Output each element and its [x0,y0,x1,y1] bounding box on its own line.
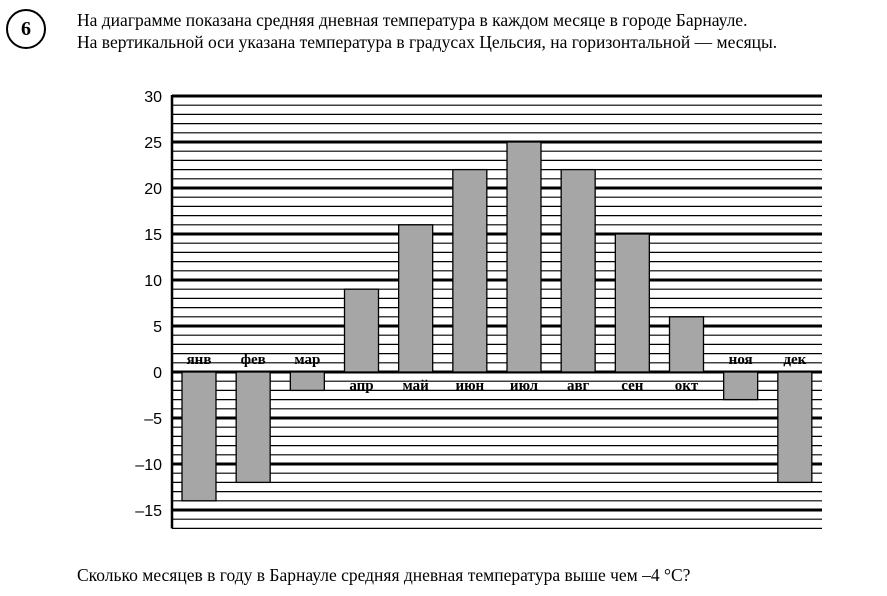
month-label: мар [294,352,321,368]
month-label: июн [455,378,485,394]
y-tick-label: –10 [135,457,162,474]
y-tick-label: 5 [153,319,162,336]
month-label: май [402,378,429,394]
month-label: авг [566,378,590,394]
bar-дек [778,372,812,482]
problem-number-badge: 6 [6,9,46,49]
month-label: янв [186,352,212,368]
y-tick-label: 30 [144,89,162,106]
month-label: окт [674,378,699,394]
y-tick-label: 0 [153,365,162,382]
month-label: июл [509,378,539,394]
bar-сен [615,234,649,372]
question-text: Сколько месяцев в году в Барнауле средняя дневная температура выше чем –4 °C? [77,565,691,585]
month-label: сен [621,378,644,394]
problem-text-line-1: На диаграмме показана средняя дневная температура в каждом месяце в городе Барнауле. [77,10,748,30]
bar-мар [290,372,324,390]
y-tick-label: 25 [144,135,162,152]
y-tick-label: 10 [144,273,162,290]
bar-ноя [724,372,758,400]
month-label: апр [349,378,374,394]
bar-авг [561,170,595,372]
y-tick-label: 15 [144,227,162,244]
bar-фев [236,372,270,482]
bar-июл [507,142,541,372]
y-tick-label: –15 [135,503,162,520]
bar-апр [345,289,379,372]
month-label: фев [240,352,266,368]
problem-text-line-2: На вертикальной оси указана температура в градусах Цельсия, на горизонтальной — месяцы. [77,32,778,52]
month-label: дек [783,352,807,368]
bar-май [399,225,433,372]
bar-июн [453,170,487,372]
month-label: ноя [728,352,753,368]
y-tick-label: 20 [144,181,162,198]
y-tick-label: –5 [144,411,162,428]
bar-янв [182,372,216,501]
bar-окт [670,317,704,372]
